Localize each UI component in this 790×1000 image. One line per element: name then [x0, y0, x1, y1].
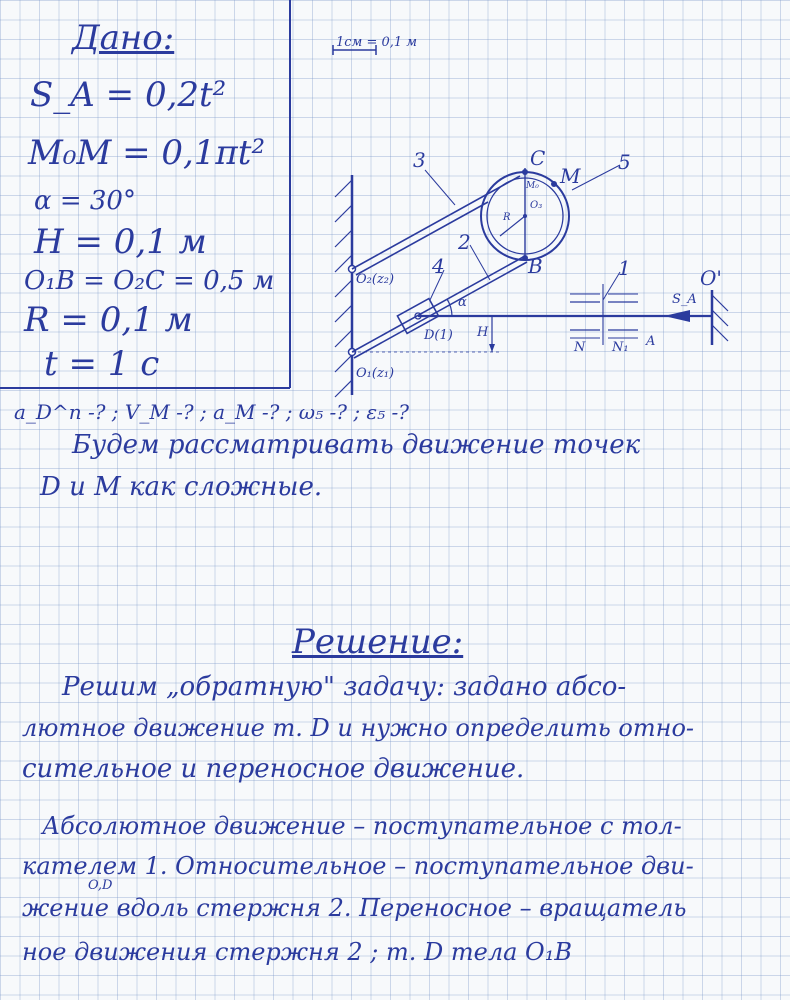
- label-sa: S_A: [672, 292, 697, 307]
- label-1: 1: [618, 256, 631, 280]
- label-2: 2: [458, 230, 471, 254]
- label-o1: O₁(z₁): [356, 366, 395, 381]
- intro-line-2: D и M как сложные.: [40, 472, 323, 502]
- solution-line-6: жение вдоль стержня 2. Переносное – вращатель: [22, 894, 687, 922]
- given-m0m: M₀M = 0,1πt²: [28, 133, 266, 173]
- intro-line-1: Будем рассматривать движение точек: [72, 430, 641, 460]
- given-r: R = 0,1 м: [24, 300, 193, 340]
- label-5: 5: [618, 150, 631, 174]
- label-oprime: O': [700, 266, 722, 290]
- solution-title: Решение:: [292, 622, 464, 662]
- solution-line-3: сительное и переносное движение.: [22, 754, 525, 784]
- label-c: C: [530, 146, 546, 170]
- label-o2: O₂(z₂): [356, 272, 395, 287]
- label-m0: M₀: [526, 181, 539, 191]
- label-n1: N₁: [612, 340, 629, 355]
- solution-line-7: ное движения стержня 2 ; т. D тела O₁B: [22, 938, 572, 966]
- left-wall: [335, 175, 352, 397]
- guides: [570, 284, 638, 345]
- label-d: D(1): [424, 328, 453, 343]
- right-wall: [712, 290, 728, 345]
- label-alpha: α: [458, 295, 467, 310]
- given-sa: S_A = 0,2t²: [30, 75, 227, 115]
- label-3: 3: [413, 148, 426, 172]
- given-find: a_D^n -? ; V_M -? ; a_M -? ; ω₅ -? ; ε₅ -?: [14, 400, 409, 424]
- label-m: M: [560, 164, 581, 188]
- angle-alpha-arc: [447, 299, 452, 316]
- solution-line-1: Решим „обратную" задачу: задано абсо-: [62, 672, 627, 702]
- label-o3: O₃: [530, 200, 543, 211]
- given-alpha: α = 30°: [34, 186, 136, 216]
- point-c: [522, 169, 528, 175]
- given-t: t = 1 с: [44, 344, 160, 384]
- label-n: N: [574, 340, 586, 355]
- solution-line-2: лютное движение т. D и нужно определить отно-: [22, 714, 694, 742]
- sa-arrow: [664, 310, 690, 322]
- label-b: B: [528, 254, 543, 278]
- label-r: R: [503, 212, 511, 223]
- point-m: [551, 181, 557, 187]
- solution-line-5: кателем 1. Относительное – поступательное дви-: [22, 852, 694, 880]
- solution-line-4: Абсолютное движение – поступательное с тол-: [42, 812, 682, 840]
- given-h: H = 0,1 м: [34, 222, 207, 262]
- label-4: 4: [432, 254, 445, 278]
- label-h: H: [477, 325, 489, 340]
- scale-label: 1см = 0,1 м: [336, 35, 418, 50]
- label-a: A: [646, 334, 656, 349]
- solution-superscript: O,D: [88, 878, 113, 893]
- given-o1b: O₁B = O₂C = 0,5 м: [24, 266, 275, 296]
- given-title: Дано:: [72, 18, 175, 58]
